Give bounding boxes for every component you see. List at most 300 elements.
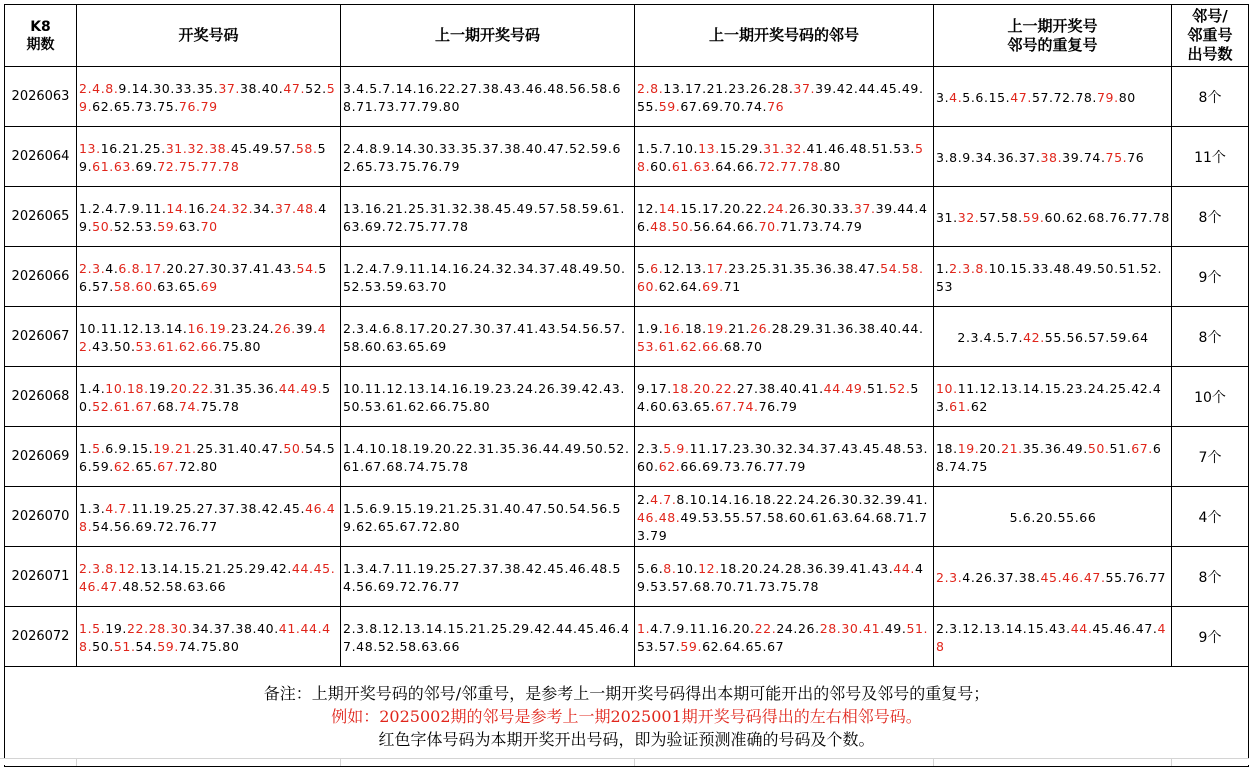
table-row: [5, 307, 1249, 367]
number: 79: [845, 218, 863, 234]
number: 72: [178, 458, 196, 474]
lottery-table: [4, 4, 1249, 767]
number: 3: [650, 440, 659, 456]
number: 68: [1087, 209, 1105, 225]
number: 78: [1075, 89, 1093, 105]
number: 32: [863, 491, 881, 507]
number: 70: [429, 278, 447, 294]
hit-number: 63: [113, 158, 131, 174]
hit-number: 48: [79, 500, 336, 534]
number: 17: [684, 80, 703, 96]
draw-numbers-cell: 1.5.19.22.28.30.34.37.38.40.41.44.48.50.51.54.59.74.75.80: [77, 607, 341, 667]
number: 59: [79, 140, 327, 174]
number: 57: [658, 638, 676, 654]
number: 19: [105, 620, 123, 636]
neighbor-numbers-cell: 12.14.15.17.20.22.24.26.30.33.37.39.44.46.48.50.56.64.66.70.71.73.74.79: [635, 187, 934, 247]
hit-number: 59: [658, 98, 676, 114]
hit-number: 62: [680, 338, 698, 354]
number: 14: [430, 260, 448, 276]
number: 48: [1053, 260, 1071, 276]
neighbor-repeat-numbers-cell: 2.3.12.13.14.15.43.44.45.46.47.48: [934, 607, 1172, 667]
hit-number: 32: [187, 140, 205, 156]
number: 1: [79, 500, 88, 516]
number: 49: [79, 200, 327, 234]
number: 45: [880, 80, 898, 96]
number: 24: [516, 380, 534, 396]
number: 57: [538, 200, 556, 216]
number: 57: [979, 209, 997, 225]
number: 3: [970, 329, 980, 345]
number: 76: [745, 458, 763, 474]
number: 35: [499, 440, 517, 456]
hit-number: 61: [949, 398, 967, 414]
number: 3: [356, 560, 365, 576]
draw-numbers-cell: 1.2.4.7.9.11.14.16.24.32.34.37.48.49.50.52.53.59.63.70: [77, 187, 341, 247]
number: 75: [429, 458, 447, 474]
prev-draw-numbers-cell: 2.3.8.12.13.14.15.21.25.29.42.44.45.46.47.48.52.58.63.66: [341, 607, 635, 667]
number: 73: [758, 578, 776, 594]
number: 12: [637, 200, 655, 216]
number: 56: [693, 218, 711, 234]
number: 15: [1027, 620, 1045, 636]
number: 43: [936, 380, 1162, 414]
number: 57: [1088, 329, 1106, 345]
hit-number: 4: [105, 500, 114, 516]
number: 28: [784, 560, 802, 576]
number: 1: [343, 260, 352, 276]
number: 72: [421, 518, 439, 534]
header-row: [5, 5, 1249, 67]
number: 53: [906, 440, 924, 456]
number: 54: [637, 380, 919, 414]
number: 14: [1022, 380, 1040, 396]
table-row: [5, 487, 1249, 547]
number: 73: [723, 458, 741, 474]
number: 10: [343, 380, 361, 396]
hit-number: 58: [295, 140, 313, 156]
hit-number: 5: [663, 440, 672, 456]
neighbor-repeat-numbers-cell: 18.19.20.21.35.36.49.50.51.67.68.74.75: [934, 427, 1172, 487]
number: 41: [806, 140, 824, 156]
number: 16: [711, 620, 729, 636]
number: 38: [836, 260, 854, 276]
number: 24: [252, 320, 270, 336]
number: 65: [745, 638, 763, 654]
number: 43: [1049, 620, 1067, 636]
number: 31: [771, 260, 789, 276]
number: 45: [1092, 620, 1110, 636]
number: 63: [187, 578, 205, 594]
number: 20: [430, 320, 448, 336]
hit-number: 7: [118, 500, 127, 516]
number: 25: [226, 560, 244, 576]
hit-number: 4: [949, 89, 958, 105]
number: 25: [438, 560, 457, 576]
hit-number: 6: [650, 260, 659, 276]
number: 10: [676, 140, 694, 156]
hit-number: 60: [637, 278, 655, 294]
table-row: [5, 247, 1249, 307]
number: 46: [828, 140, 846, 156]
number: 50: [343, 398, 361, 414]
number: 22: [456, 440, 474, 456]
neighbor-repeat-numbers-cell: 2.3.4.5.7.42.55.56.57.59.64: [934, 307, 1172, 367]
neighbor-repeat-numbers-cell: 31.32.57.58.59.60.62.68.76.77.78: [934, 187, 1172, 247]
number: 68: [157, 398, 175, 414]
hit-number: 46: [305, 500, 323, 516]
number: 2: [356, 260, 365, 276]
hit-number: 17: [706, 260, 724, 276]
number: 35: [1022, 440, 1040, 456]
number: 39: [815, 80, 833, 96]
number: 77: [429, 218, 447, 234]
number: 25: [750, 260, 768, 276]
number: 41: [849, 560, 868, 576]
number: 53: [893, 140, 911, 156]
period-cell: 2026069: [5, 427, 77, 487]
number: 15: [1010, 260, 1028, 276]
hit-number: 41: [863, 620, 881, 636]
number: 63: [157, 278, 175, 294]
number: 44: [858, 80, 876, 96]
number: 3: [356, 620, 365, 636]
hit-number: 44: [300, 620, 318, 636]
number: 8: [369, 140, 378, 156]
number: 26: [798, 620, 816, 636]
period-cell: 2026066: [5, 247, 77, 307]
number: 54: [560, 320, 578, 336]
number: 78: [801, 578, 820, 594]
number: 62: [92, 98, 110, 114]
number: 37: [997, 569, 1015, 585]
number: 23: [230, 320, 248, 336]
number: 28: [771, 80, 789, 96]
number: 51: [1118, 260, 1136, 276]
number: 72: [157, 518, 175, 534]
number: 42: [261, 500, 279, 516]
number: 13: [1001, 380, 1019, 396]
number: 13: [684, 260, 703, 276]
number: 19: [153, 500, 171, 516]
number: 5: [637, 560, 646, 576]
number: 7: [382, 80, 391, 96]
number: 33: [1031, 260, 1050, 276]
number: 49: [901, 80, 919, 96]
number: 76: [1109, 209, 1127, 225]
number: 45: [577, 620, 595, 636]
number: 62: [658, 278, 676, 294]
hit-number: 76: [178, 98, 196, 114]
number: 74: [1083, 149, 1101, 165]
number: 70: [723, 98, 741, 114]
number: 75: [780, 578, 798, 594]
number: 18: [719, 560, 737, 576]
hit-number: 50: [92, 218, 110, 234]
number: 69: [702, 98, 720, 114]
number: 7: [663, 620, 672, 636]
draw-numbers-cell: 1.5.6.9.15.19.21.25.31.40.47.50.54.56.59.62.65.67.72.80: [77, 427, 341, 487]
table-row: [5, 367, 1249, 427]
hit-count-cell: 4个: [1172, 487, 1249, 547]
sheet-bottom-gridlines: [0, 758, 1249, 765]
number: 76: [178, 518, 196, 534]
notes-cell: [5, 667, 1249, 767]
number: 45: [863, 440, 881, 456]
number: 7: [1009, 329, 1019, 345]
hit-number: 52: [888, 380, 906, 396]
number: 76: [421, 158, 439, 174]
number: 60: [364, 338, 382, 354]
neighbor-repeat-numbers-cell: 2.3.4.26.37.38.45.46.47.55.76.77: [934, 547, 1172, 607]
hit-number: 24: [209, 200, 227, 216]
number: 15: [719, 140, 737, 156]
number: 77: [399, 98, 417, 114]
number: 4: [983, 329, 993, 345]
hit-number: 50: [671, 218, 689, 234]
number: 13: [983, 620, 1002, 636]
hit-number: 46: [1062, 569, 1080, 585]
number: 77: [767, 458, 785, 474]
number: 65: [377, 518, 395, 534]
hit-number: 19: [957, 440, 975, 456]
hit-number: 3: [92, 260, 101, 276]
number: 66: [736, 218, 754, 234]
number: 60: [650, 158, 668, 174]
table-row: [5, 67, 1249, 127]
hit-number: 18: [671, 380, 689, 396]
number: 14: [161, 560, 179, 576]
number: 40: [261, 80, 279, 96]
number: 27: [196, 500, 214, 516]
hit-number: 13: [698, 140, 716, 156]
number: 59: [92, 458, 110, 474]
number: 63: [408, 278, 426, 294]
hit-number: 50: [1087, 440, 1105, 456]
number: 12: [382, 620, 400, 636]
hit-number: 8: [650, 80, 659, 96]
number: 63: [671, 398, 689, 414]
hit-number: 61: [113, 398, 131, 414]
notes-row: [5, 667, 1249, 767]
number: 77: [1131, 209, 1149, 225]
number: 25: [144, 140, 162, 156]
hit-number: 74: [178, 398, 196, 414]
number: 20: [979, 440, 997, 456]
number: 72: [399, 578, 417, 594]
number: 9: [131, 200, 141, 216]
period-cell: 2026068: [5, 367, 77, 427]
number: 29: [741, 140, 759, 156]
hit-number: 52: [92, 398, 110, 414]
number: 10: [689, 491, 707, 507]
number: 46: [1114, 620, 1132, 636]
number: 22: [776, 491, 794, 507]
hit-number: 2: [79, 560, 88, 576]
number: 71: [736, 578, 754, 594]
number: 11: [364, 380, 382, 396]
number: 2: [957, 329, 966, 345]
number: 69: [429, 338, 447, 354]
number: 47: [261, 440, 279, 456]
number: 38: [504, 560, 522, 576]
hit-number: 3: [92, 560, 101, 576]
number: 4: [105, 260, 114, 276]
hit-number: 51: [906, 620, 924, 636]
number: 4: [962, 569, 971, 585]
hit-number: 26: [274, 320, 292, 336]
number: 8: [395, 320, 405, 336]
number: 13: [408, 380, 426, 396]
number: 16: [364, 200, 382, 216]
hit-number: 2: [79, 80, 88, 96]
hit-number: 32: [784, 140, 802, 156]
number: 7: [382, 260, 391, 276]
number: 15: [131, 440, 149, 456]
hit-number: 20: [693, 380, 711, 396]
number: 59: [343, 500, 621, 534]
prev-draw-numbers-cell: 13.16.21.25.31.32.38.45.49.57.58.59.61.63.69.72.75.77.78: [341, 187, 635, 247]
hit-number: 9: [676, 440, 685, 456]
number: 33: [832, 200, 850, 216]
number: 15: [447, 620, 465, 636]
number: 67: [680, 98, 698, 114]
number: 54: [135, 638, 153, 654]
number: 39: [559, 380, 577, 396]
number: 14: [429, 380, 447, 396]
number: 10: [369, 440, 387, 456]
number: 20: [732, 620, 751, 636]
neighbor-numbers-cell: 1.5.7.10.13.15.29.31.32.41.46.48.51.53.58.60.61.63.64.66.72.77.78.80: [635, 127, 934, 187]
hit-number: 48: [658, 509, 676, 525]
number: 40: [880, 320, 898, 336]
number: 52: [569, 140, 587, 156]
number: 38: [240, 500, 258, 516]
number: 72: [1053, 89, 1071, 105]
number: 12: [122, 320, 140, 336]
number: 65: [178, 278, 196, 294]
number: 80: [200, 458, 218, 474]
number: 74: [949, 458, 967, 474]
hit-number: 8: [663, 560, 672, 576]
hit-number: 24: [767, 200, 785, 216]
number: 16: [100, 140, 118, 156]
number: 60: [650, 398, 668, 414]
number: 66: [429, 398, 447, 414]
hit-number: 75: [178, 158, 196, 174]
number: 40: [780, 380, 798, 396]
hit-number: 53: [135, 338, 153, 354]
number: 39: [875, 200, 893, 216]
number: 26: [538, 380, 556, 396]
number: 23: [732, 440, 751, 456]
hit-number: 31: [165, 140, 183, 156]
neighbor-repeat-numbers-cell: 3.8.9.34.36.37.38.39.74.75.76: [934, 127, 1172, 187]
number: 54: [569, 500, 587, 516]
number: 37: [218, 500, 236, 516]
neighbor-numbers-cell: 2.8.13.17.21.23.26.28.37.39.42.44.45.49.55.59.67.69.70.74.76: [635, 67, 934, 127]
number: 17: [650, 380, 668, 396]
number: 30: [417, 140, 435, 156]
number: 53: [702, 509, 720, 525]
number: 69: [702, 458, 720, 474]
number: 58: [1001, 209, 1019, 225]
number: 15: [1044, 380, 1062, 396]
number: 60: [788, 509, 806, 525]
number: 39: [295, 320, 313, 336]
number: 13: [144, 320, 162, 336]
number: 38: [758, 380, 776, 396]
number: 6: [105, 440, 114, 456]
number: 78: [222, 398, 240, 414]
number: 48: [884, 440, 902, 456]
number: 26: [788, 200, 806, 216]
number: 49: [1075, 260, 1093, 276]
hit-number: 47: [100, 578, 118, 594]
number: 36: [521, 440, 539, 456]
number: 15: [183, 560, 201, 576]
number: 18: [390, 440, 409, 456]
number: 56: [1066, 329, 1084, 345]
header-draw: 开奖号码: [77, 5, 341, 67]
number: 19: [417, 560, 435, 576]
number: 26: [750, 80, 768, 96]
number: 36: [815, 260, 833, 276]
number: 9: [650, 320, 659, 336]
number: 75: [408, 218, 426, 234]
number: 40: [257, 620, 275, 636]
number: 5: [356, 500, 365, 516]
number: 67: [767, 638, 785, 654]
number: 24: [763, 560, 781, 576]
number: 56: [356, 578, 374, 594]
number: 57: [603, 320, 621, 336]
hit-number: 53: [637, 338, 655, 354]
lottery-table-wrapper: [4, 4, 1249, 767]
number: 68: [723, 338, 741, 354]
number: 37: [1018, 149, 1036, 165]
neighbor-repeat-numbers-cell: 3.4.5.6.15.47.57.72.78.79.80: [934, 67, 1172, 127]
number: 10: [988, 260, 1006, 276]
note-line-1: 备注：上期开奖号码的邻号/邻重号，是参考上一期开奖号码得出本期可能开出的邻号及邻号的重复号；: [263, 684, 990, 703]
number: 24: [798, 491, 816, 507]
number: 40: [525, 140, 543, 156]
number: 37: [231, 260, 249, 276]
hit-number: 59: [79, 80, 336, 114]
hit-number: 45: [313, 560, 331, 576]
neighbor-numbers-cell: 1.4.7.9.11.16.20.22.24.26.28.30.41.49.51.53.57.59.62.64.65.67: [635, 607, 934, 667]
hit-number: 58: [637, 140, 924, 174]
number: 37: [482, 560, 500, 576]
number: 14: [395, 140, 413, 156]
hit-number: 37: [853, 200, 871, 216]
number: 62: [408, 398, 426, 414]
number: 48: [560, 260, 578, 276]
number: 12: [386, 380, 404, 396]
hit-number: 59: [157, 638, 175, 654]
number: 25: [490, 620, 508, 636]
number: 48: [849, 140, 868, 156]
number: 80: [442, 98, 460, 114]
number: 62: [970, 398, 988, 414]
number: 16: [452, 260, 470, 276]
hit-number: 78: [801, 158, 820, 174]
hit-number: 58: [113, 278, 131, 294]
number: 50: [79, 380, 331, 414]
number: 12: [979, 380, 997, 396]
number: 71: [897, 509, 915, 525]
number: 56: [582, 320, 600, 336]
number: 16: [732, 491, 751, 507]
